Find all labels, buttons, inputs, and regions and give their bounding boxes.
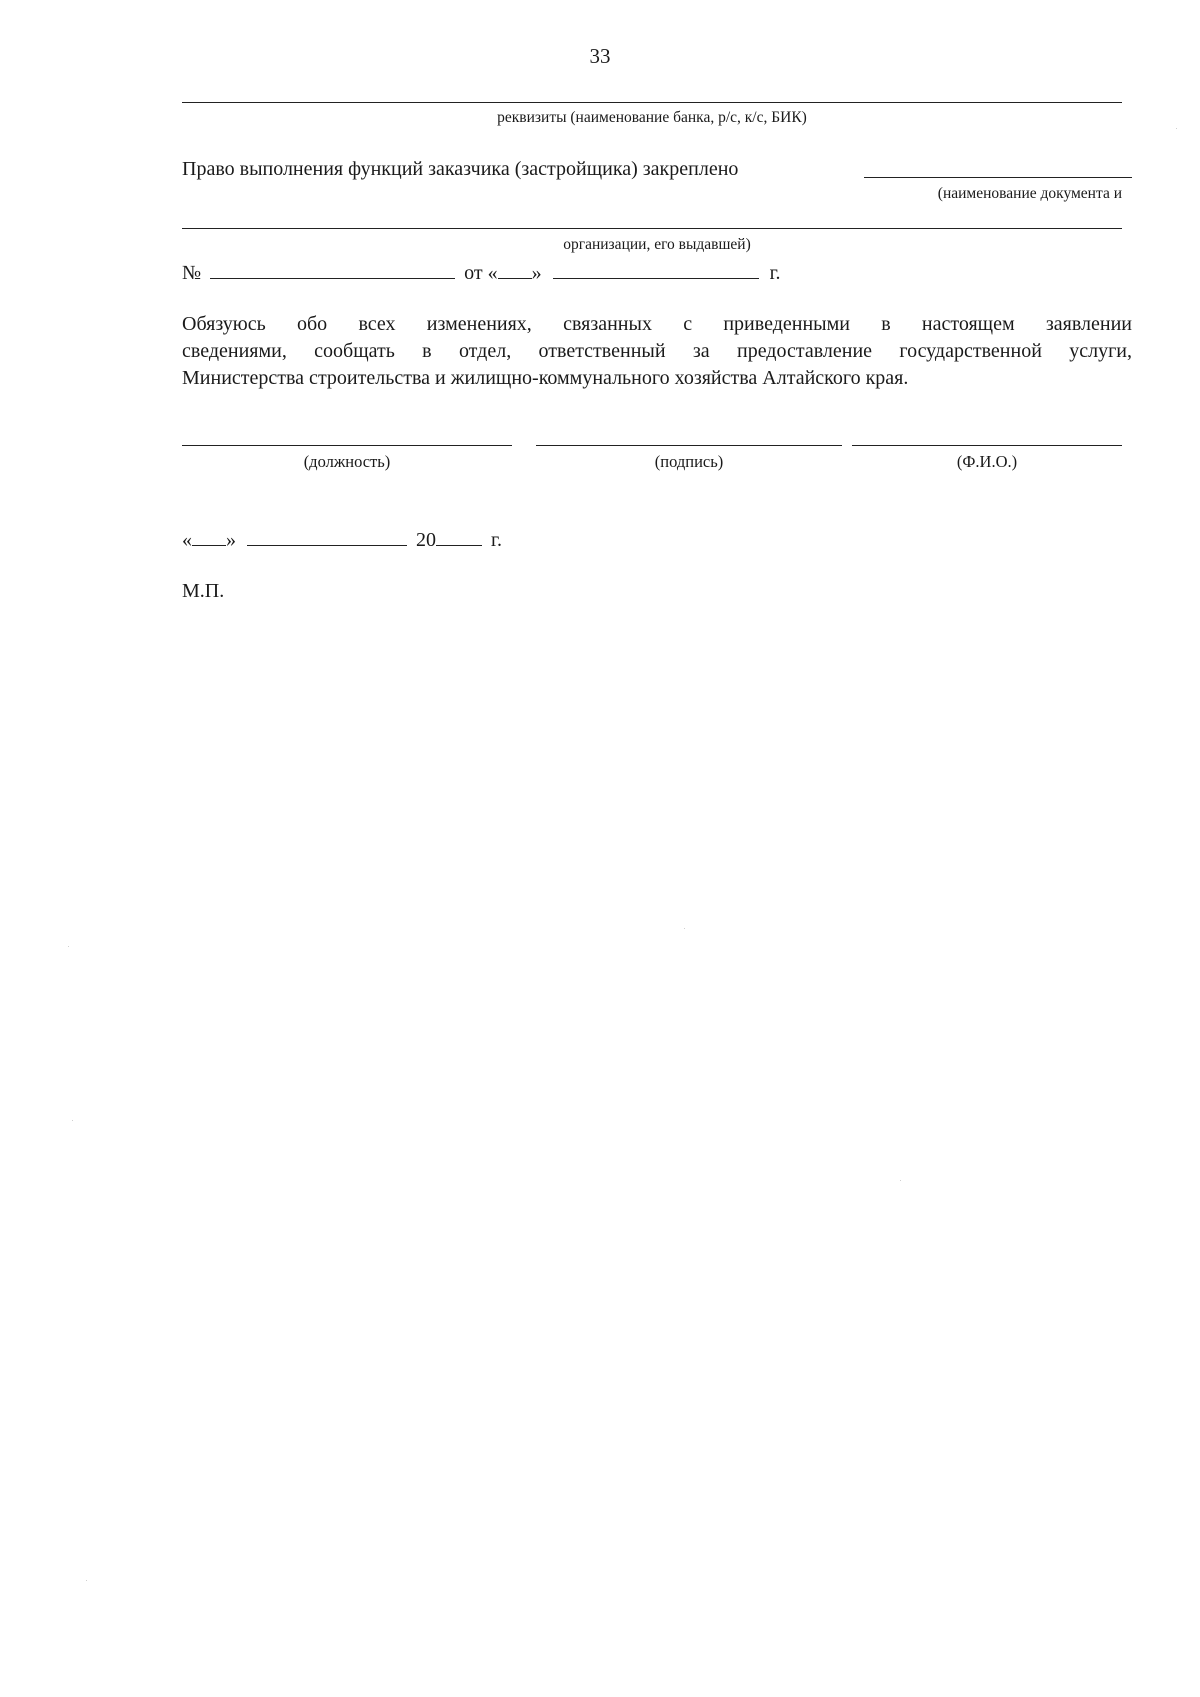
customer-rights-document-field[interactable]	[864, 177, 1132, 178]
stamp-label: М.П.	[182, 580, 225, 602]
scan-speck	[684, 928, 685, 929]
obligation-line-3: Министерства строительства и жилищно-коммунального хозяйства Алтайского края.	[182, 367, 909, 389]
signature-caption: (подпись)	[654, 452, 724, 471]
full-name-field[interactable]	[852, 445, 1122, 446]
scan-speck	[72, 1120, 73, 1121]
page-number: 33	[589, 44, 611, 68]
date-quote-close: »	[226, 529, 236, 551]
quote-open: «	[487, 262, 498, 284]
signature-field[interactable]	[536, 445, 842, 446]
bank-details-line[interactable]	[182, 102, 1122, 103]
bank-details-caption: реквизиты (наименование банка, р/с, к/с, БИК)	[497, 109, 807, 126]
from-label: от	[464, 262, 483, 284]
document-number-field[interactable]	[210, 260, 455, 279]
date-century: 20	[416, 529, 436, 551]
obligation-paragraph	[182, 311, 1132, 392]
customer-rights-label: Право выполнения функций заказчика (застройщика) закреплено	[182, 158, 739, 180]
issuing-organization-field[interactable]	[182, 228, 1122, 229]
date-quote-open: «	[182, 529, 192, 551]
position-field[interactable]	[182, 445, 512, 446]
customer-rights-caption-part1: (наименование документа и	[937, 185, 1122, 202]
obligation-line-1: Обязуюсь обо всех изменениях, связанных с приведенными в настоящем заявлении	[182, 313, 1132, 335]
document-day-field[interactable]	[498, 260, 532, 279]
position-caption: (должность)	[303, 452, 391, 471]
number-sign: №	[182, 262, 202, 284]
date-year-suffix: г.	[491, 529, 502, 551]
quote-close: »	[531, 262, 542, 284]
document-number-line	[182, 260, 781, 285]
full-name-caption: (Ф.И.О.)	[956, 452, 1018, 471]
date-day-field[interactable]	[192, 527, 226, 546]
obligation-line-2: сведениями, сообщать в отдел, ответственный за предоставление государственной услуги,	[182, 340, 1132, 362]
customer-rights-caption-part2: организации, его выдавшей)	[563, 236, 751, 253]
date-year-field[interactable]	[436, 527, 482, 546]
date-line	[182, 527, 502, 552]
document-month-field[interactable]	[553, 260, 759, 279]
date-month-field[interactable]	[247, 527, 407, 546]
scan-speck	[1176, 128, 1177, 129]
scan-speck	[68, 946, 69, 947]
scan-speck	[900, 1180, 901, 1181]
scan-speck	[86, 1580, 87, 1581]
year-suffix: г.	[769, 262, 781, 284]
